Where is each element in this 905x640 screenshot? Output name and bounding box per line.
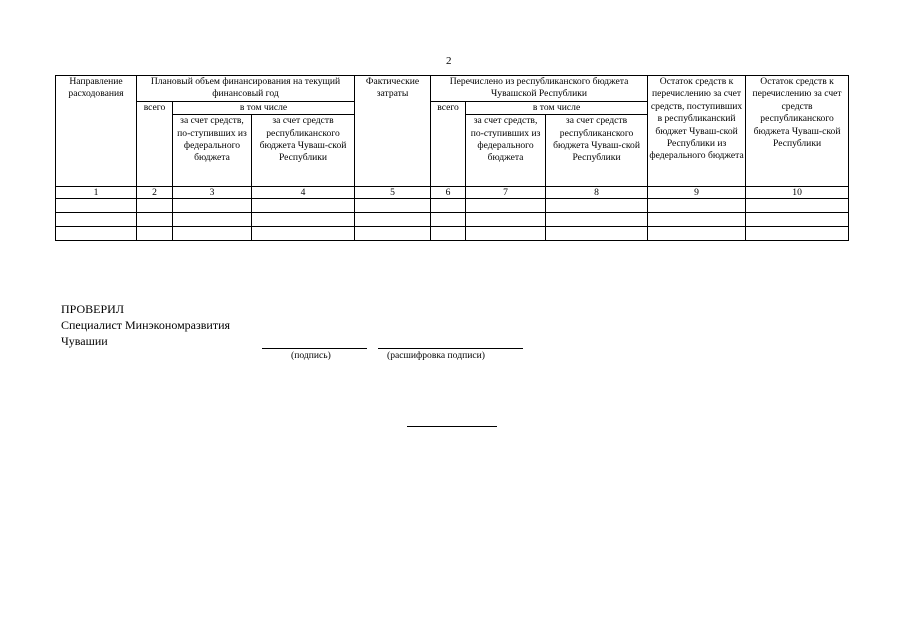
column-number: 2 bbox=[137, 187, 173, 199]
table-cell bbox=[431, 199, 466, 213]
table-row bbox=[56, 213, 849, 227]
table-cell bbox=[137, 227, 173, 241]
header-planned-federal: за счет средств, по-ступивших из федерального бюджета bbox=[173, 115, 252, 187]
column-number: 5 bbox=[355, 187, 431, 199]
table-cell bbox=[56, 199, 137, 213]
table-cell bbox=[252, 213, 355, 227]
header-balance-federal: Остаток средств к перечислению за счет средств, поступивших в республиканский бюджет Чуваш-ской Республики из федерального бюджета bbox=[648, 76, 746, 187]
column-number: 4 bbox=[252, 187, 355, 199]
position-line-1: Специалист Минэкономразвития bbox=[61, 318, 231, 332]
table-cell bbox=[355, 213, 431, 227]
table-cell bbox=[546, 199, 648, 213]
table-cell bbox=[173, 213, 252, 227]
table-cell bbox=[466, 227, 546, 241]
table-cell bbox=[137, 199, 173, 213]
table-row bbox=[56, 227, 849, 241]
table-cell bbox=[746, 227, 849, 241]
header-planned-including: в том числе bbox=[173, 101, 355, 114]
signature-decode-line bbox=[378, 348, 523, 349]
signature-block bbox=[61, 301, 230, 349]
table-cell bbox=[746, 213, 849, 227]
table-cell bbox=[466, 213, 546, 227]
page-number: 2 bbox=[446, 55, 452, 67]
header-planned-republic: за счет средств республиканского бюджета Чуваш-ской Республики bbox=[252, 115, 355, 187]
column-number: 7 bbox=[466, 187, 546, 199]
header-balance-republic: Остаток средств к перечислению за счет средств республиканского бюджета Чуваш-ской Республики bbox=[746, 76, 849, 187]
table-cell bbox=[746, 199, 849, 213]
table-cell bbox=[355, 199, 431, 213]
column-number: 1 bbox=[56, 187, 137, 199]
header-transferred-federal: за счет средств, по-ступивших из федерального бюджета bbox=[466, 115, 546, 187]
checked-label: ПРОВЕРИЛ bbox=[61, 302, 124, 316]
signature-decode-caption: (расшифровка подписи) bbox=[387, 350, 485, 361]
table-cell bbox=[252, 199, 355, 213]
table-cell bbox=[137, 213, 173, 227]
position-line-2: Чувашии bbox=[61, 334, 108, 348]
table-cell bbox=[56, 227, 137, 241]
column-number: 6 bbox=[431, 187, 466, 199]
table-cell bbox=[466, 199, 546, 213]
table-row bbox=[56, 199, 849, 213]
table-cell bbox=[431, 213, 466, 227]
bottom-divider bbox=[407, 426, 497, 427]
header-direction: Направление расходования bbox=[56, 76, 137, 187]
table-cell bbox=[173, 227, 252, 241]
table-cell bbox=[546, 227, 648, 241]
column-number-row bbox=[56, 187, 849, 199]
table-cell bbox=[648, 199, 746, 213]
table-cell bbox=[648, 227, 746, 241]
header-planned: Плановый объем финансирования на текущий финансовый год bbox=[137, 76, 355, 102]
table-cell bbox=[431, 227, 466, 241]
column-number: 9 bbox=[648, 187, 746, 199]
header-actual: Фактические затраты bbox=[355, 76, 431, 187]
header-planned-total: всего bbox=[137, 101, 173, 186]
table-cell bbox=[546, 213, 648, 227]
table-cell bbox=[173, 199, 252, 213]
signature-caption: (подпись) bbox=[291, 350, 331, 361]
table-cell bbox=[355, 227, 431, 241]
header-transferred: Перечислено из республиканского бюджета Чувашской Республики bbox=[431, 76, 648, 102]
table-cell bbox=[648, 213, 746, 227]
column-number: 8 bbox=[546, 187, 648, 199]
column-number: 3 bbox=[173, 187, 252, 199]
header-row-1 bbox=[56, 76, 849, 102]
report-table bbox=[55, 75, 849, 241]
header-transferred-republic: за счет средств республиканского бюджета Чуваш-ской Республики bbox=[546, 115, 648, 187]
table-cell bbox=[252, 227, 355, 241]
column-number: 10 bbox=[746, 187, 849, 199]
signature-line bbox=[262, 348, 367, 349]
header-transferred-total: всего bbox=[431, 101, 466, 186]
header-transferred-including: в том числе bbox=[466, 101, 648, 114]
table-cell bbox=[56, 213, 137, 227]
